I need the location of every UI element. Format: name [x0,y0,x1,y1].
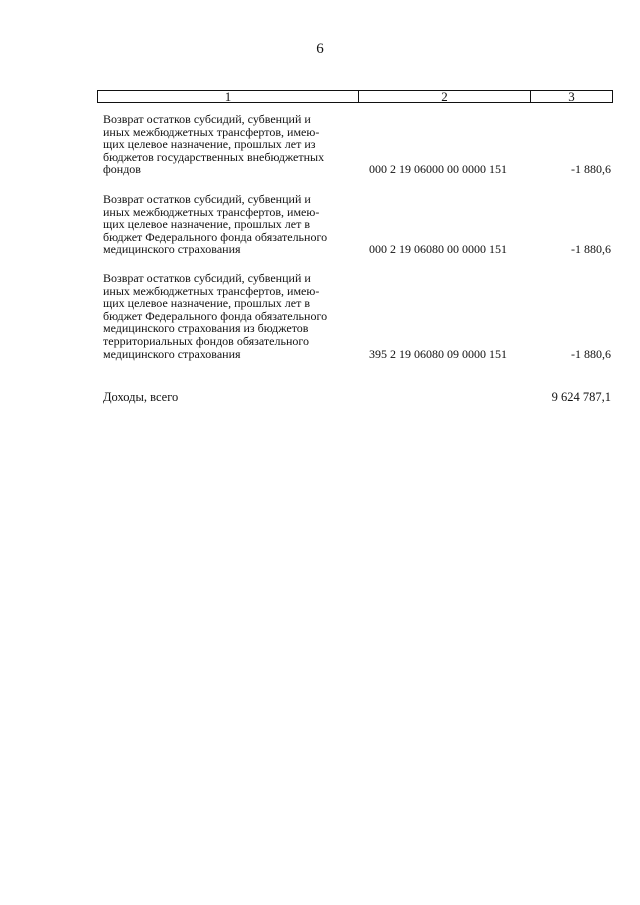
table-row [103,272,613,360]
description-line: иных межбюджетных трансфертов, имею- [103,204,320,219]
row-amount: -1 880,6 [571,162,611,177]
budget-classification-code: 000 2 19 06000 00 0000 151 [369,162,507,177]
description-line: медицинского страхования из бюджетов [103,321,309,336]
row-amount: -1 880,6 [571,242,611,257]
row-description [103,113,355,176]
row-description [103,193,355,256]
description-line: иных межбюджетных трансфертов, имею- [103,124,320,139]
column-header-1: 1 [98,91,359,102]
description-line: медицинского страхования [103,346,241,361]
description-line: медицинского страхования [103,242,241,257]
description-line: Возврат остатков субсидий, субвенций и [103,271,311,285]
description-line: фондов [103,162,141,177]
description-line: иных межбюджетных трансфертов, имею- [103,283,320,298]
total-label: Доходы, всего [103,390,179,404]
description-line: щих целевое назначение, прошлых лет из [103,137,316,152]
total-amount: 9 624 787,1 [551,390,611,404]
description-line: Возврат остатков субсидий, субвенций и [103,112,311,126]
description-line: бюджет Федерального фонда обязательного [103,308,328,323]
description-line: территориальных фондов обязательного [103,333,310,348]
row-description [103,272,355,360]
budget-classification-code: 000 2 19 06080 00 0000 151 [369,242,507,257]
column-header-3: 3 [568,89,575,104]
description-line: щих целевое назначение, прошлых лет в [103,217,311,232]
budget-classification-code: 395 2 19 06080 09 0000 151 [369,346,507,361]
description-line: бюджетов государственных внебюджетных [103,149,325,164]
page-number: 6 [316,41,324,57]
row-amount: -1 880,6 [571,346,611,361]
table-row [103,113,613,176]
description-line: щих целевое назначение, прошлых лет в [103,296,311,311]
description-line: бюджет Федерального фонда обязательного [103,229,328,244]
column-header-2: 2 [359,91,531,102]
table-header-row [97,90,613,103]
total-row [103,391,613,404]
description-line: Возврат остатков субсидий, субвенций и [103,192,311,206]
table-row [103,193,613,256]
